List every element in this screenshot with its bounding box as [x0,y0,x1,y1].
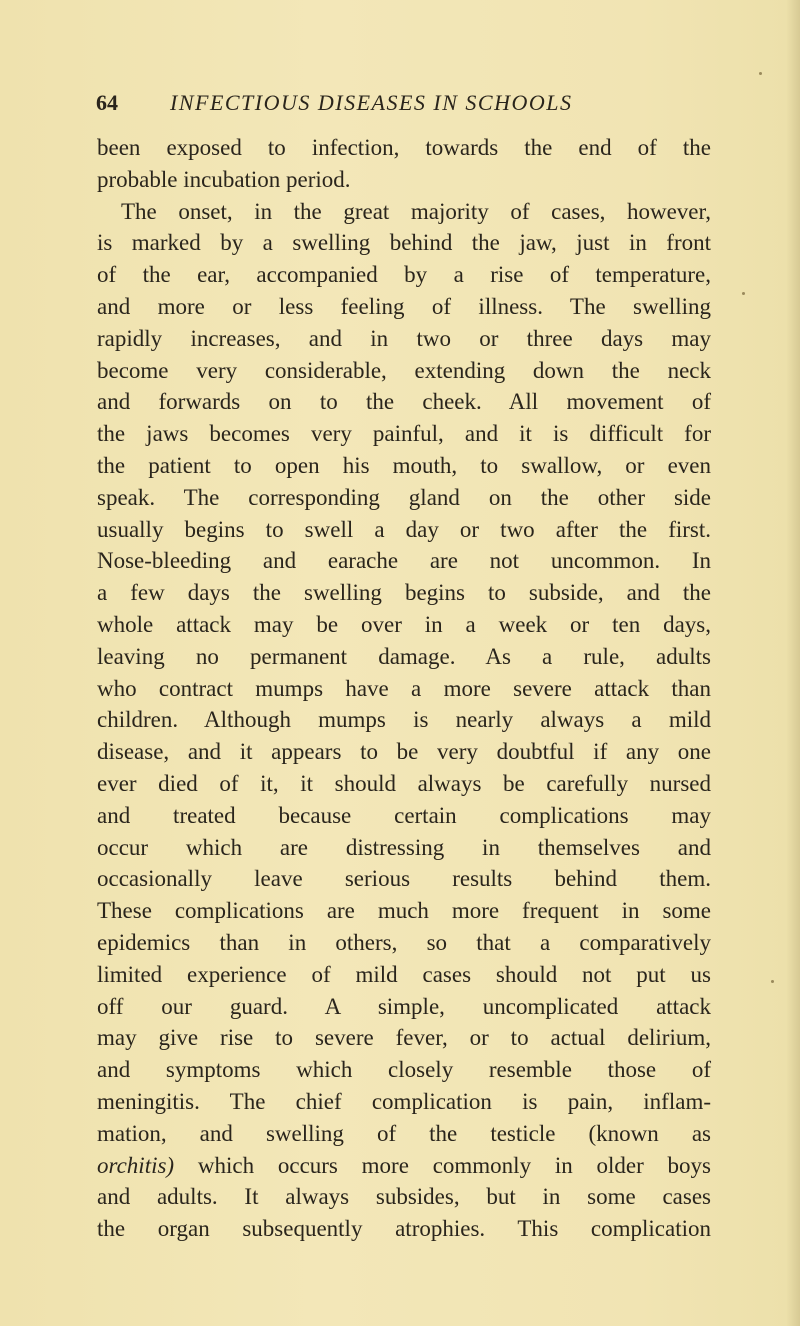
text-line: usually begins to swell a day or two after the first. [97,516,711,542]
text-line: rapidly increases, and in two or three days may [97,325,711,351]
text-line: probable incubation period. [97,166,351,192]
paper-speck [742,292,745,295]
text-line: mation, and swelling of the testicle (known as [97,1120,711,1146]
text-line-with-italic [97,1150,711,1182]
text-line: the jaws becomes very painful, and it is difficult for [97,421,711,447]
text-line: become very considerable, extending down the neck [97,357,711,383]
text-line: Nose-bleeding and earache are not uncommon. In [97,548,711,574]
text-line: and symptoms which closely resemble those of [97,1057,711,1083]
text-line: and adults. It always subsides, but in some cases [97,1184,711,1210]
text-line: occasionally leave serious results behind them. [97,866,711,892]
text-line: the organ subsequently atrophies. This complication [97,1216,711,1242]
text-line: disease, and it appears to be very doubtful if any one [97,739,711,765]
text-line: the patient to open his mouth, to swallow, or even [97,452,711,478]
text-line: leaving no permanent damage. As a rule, adults [97,643,711,669]
text-line: whole attack may be over in a week or ten days, [97,611,711,637]
text-line: The onset, in the great majority of cases, however, [121,198,711,224]
text-line: and forwards on to the cheek. All movement of [97,389,711,415]
text-line: and treated because certain complications may [97,802,711,828]
text-line: and more or less feeling of illness. The swelling [97,293,711,319]
text-line: been exposed to infection, towards the end of the [97,135,711,160]
text-line: may give rise to severe fever, or to actual delirium, [97,1025,711,1051]
text-line: speak. The corresponding gland on the other side [97,484,711,510]
running-title: INFECTIOUS DISEASES IN SCHOOLS [170,90,573,115]
text-line: who contract mumps have a more severe attack than [97,675,711,701]
body-text [97,132,711,1245]
text-line: a few days the swelling begins to subside, and the [97,580,711,606]
page-header [96,90,696,120]
text-line: These complications are much more frequent in some [97,898,711,924]
paper-speck [771,980,774,983]
italic-term: orchitis) [97,1152,175,1178]
text-line: limited experience of mild cases should not put us [97,961,711,987]
text-line: off our guard. A simple, uncomplicated attack [97,993,711,1019]
page-number: 64 [96,90,118,115]
text-line: of the ear, accompanied by a rise of temperature, [97,262,711,288]
text-line-remainder: which occurs more commonly in older boys [197,1152,711,1178]
text-line: meningitis. The chief complication is pain, inflam- [97,1088,711,1114]
text-line: epidemics than in others, so that a comparatively [97,929,711,955]
text-line: children. Although mumps is nearly always a mild [97,707,711,733]
text-line: ever died of it, it should always be carefully nursed [97,770,711,796]
text-line: is marked by a swelling behind the jaw, just in front [97,230,711,256]
page-edge-shadow [786,0,800,1326]
text-line: occur which are distressing in themselves and [97,834,711,860]
paper-speck [759,72,762,75]
